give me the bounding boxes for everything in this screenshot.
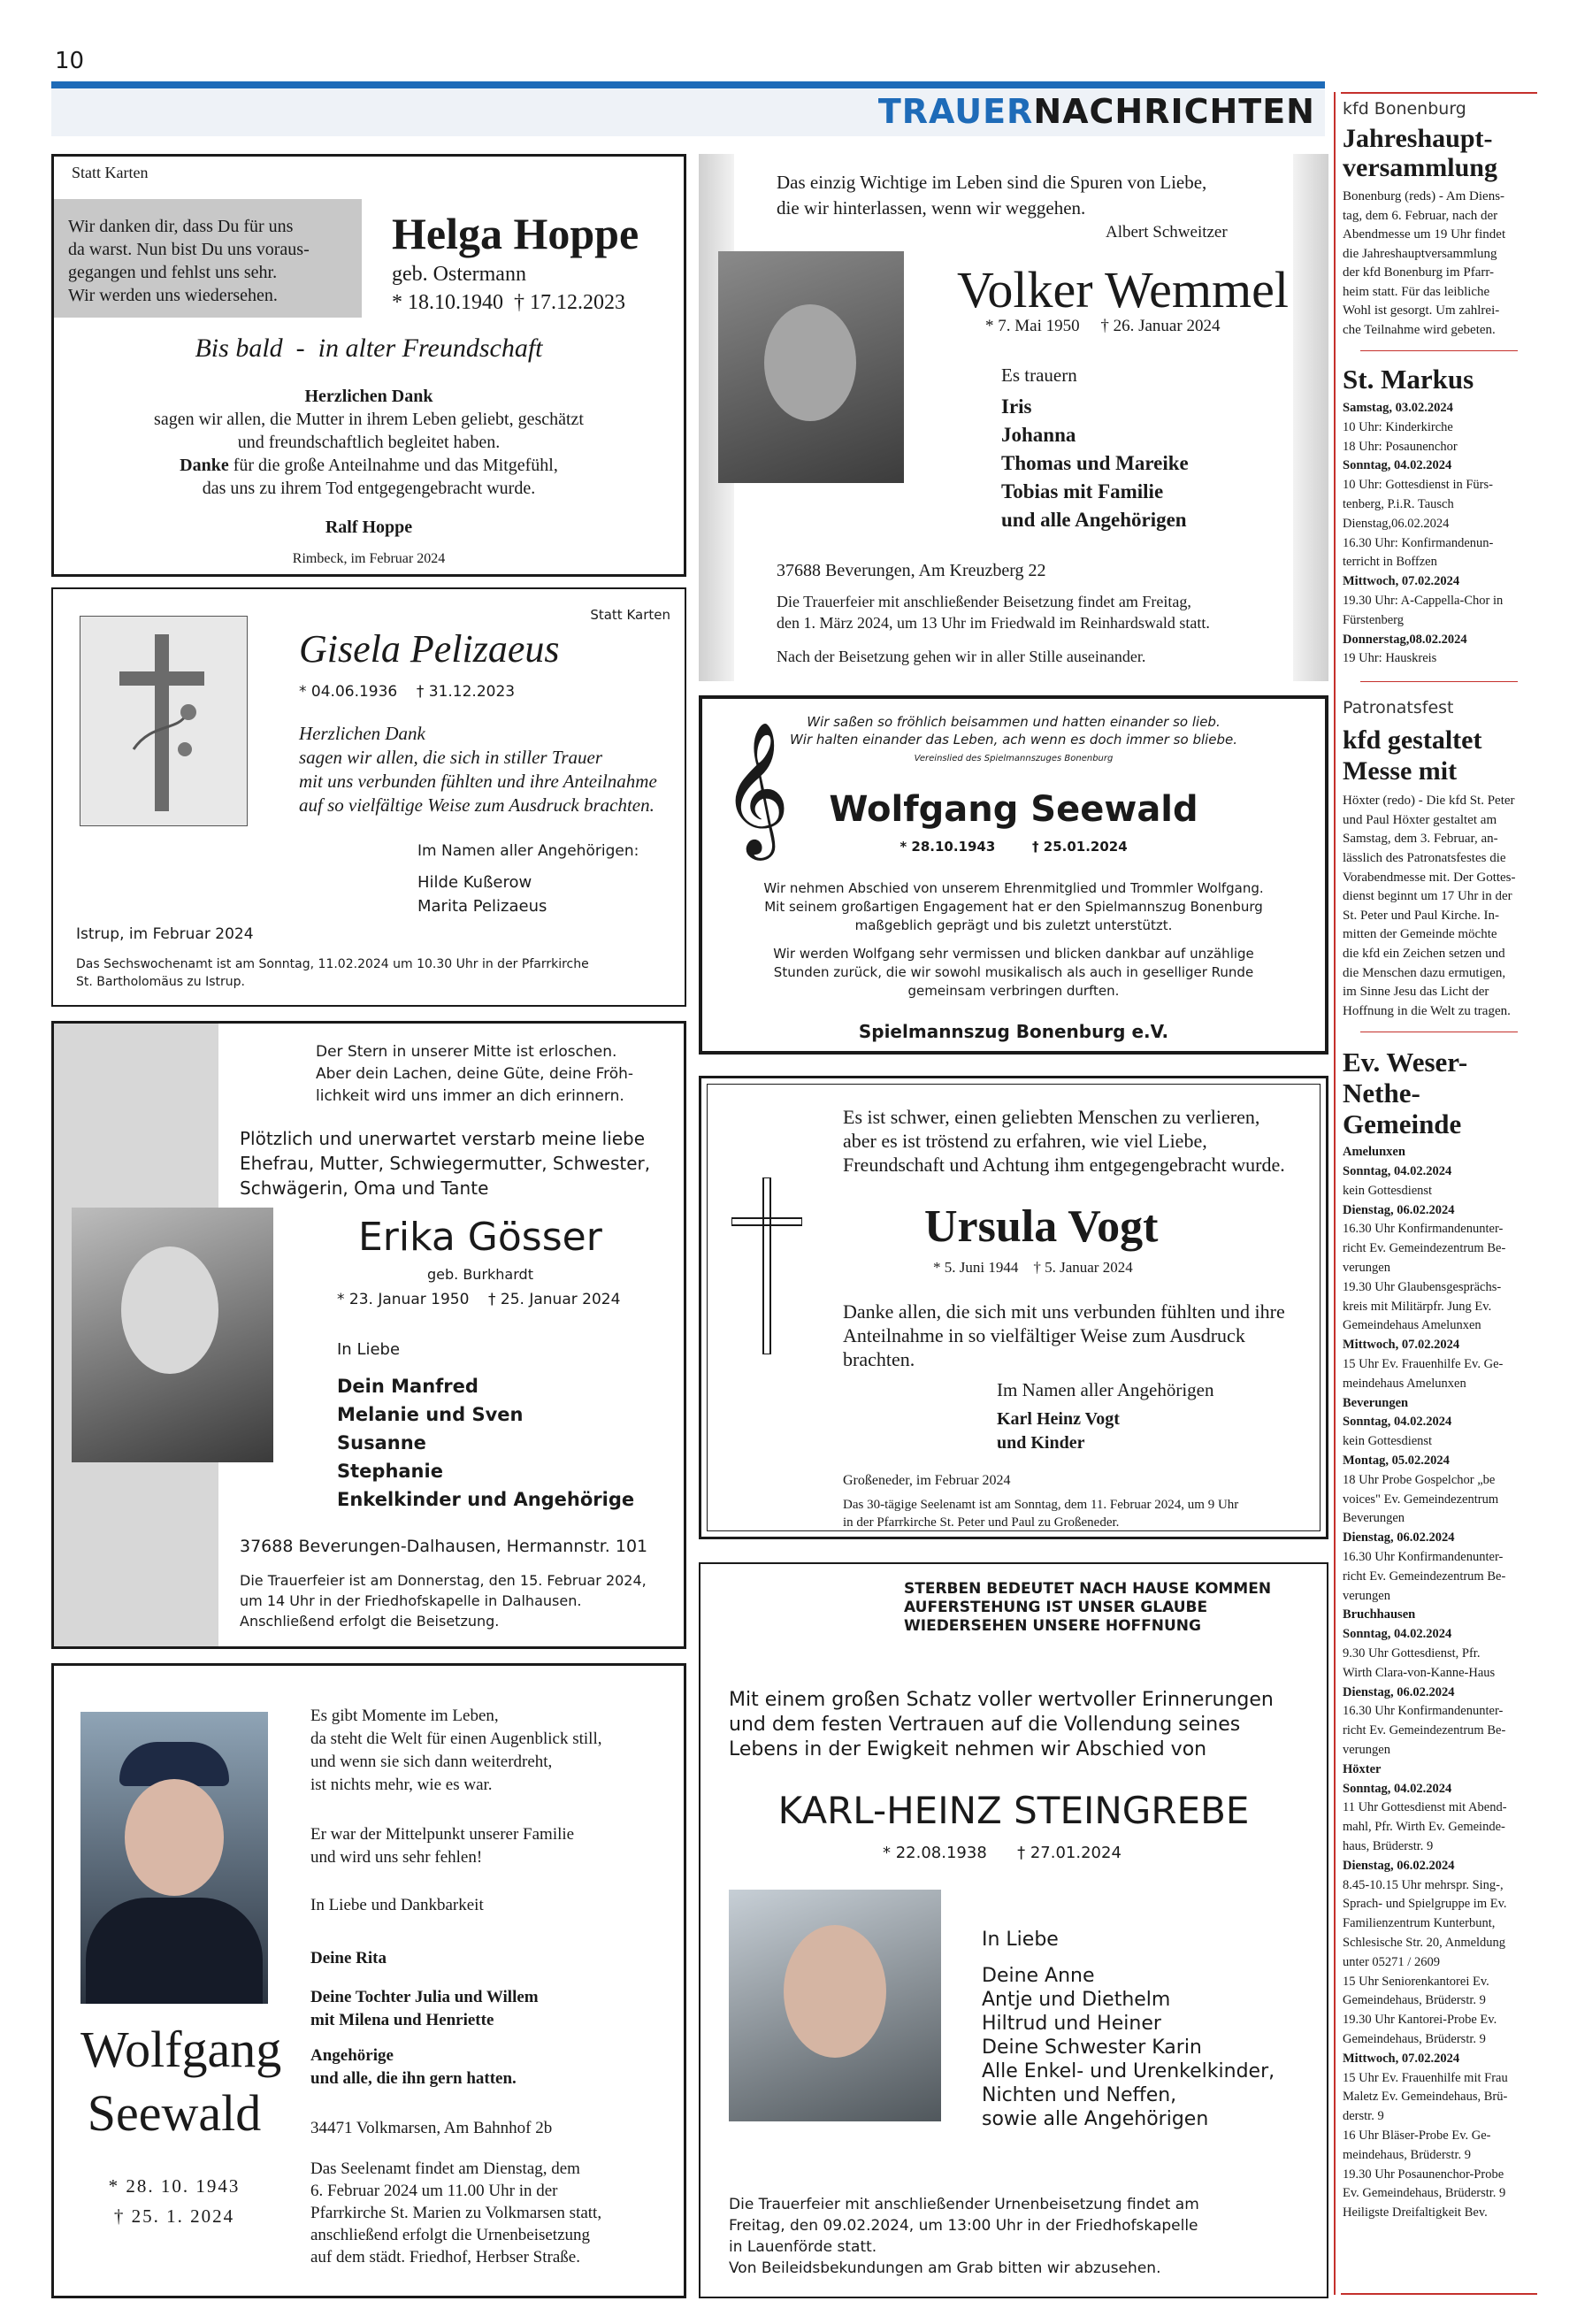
ev-date-heading: Beverungen (1343, 1395, 1409, 1410)
thanks-text: Danke allen, die sich mit uns verbunden fühlten und ihre Anteilnahme in so vielfältiger Weise zum Ausdruck brachten. (843, 1300, 1285, 1370)
sign-label: Im Namen aller Angehörigen: (417, 842, 639, 860)
signer: Spielmannszug Bonenburg e.V. (858, 1021, 1169, 1042)
place-date: Istrup, im Februar 2024 (76, 925, 254, 943)
section-title-b: NACHRICHTEN (1033, 92, 1315, 131)
poem: Es gibt Momente im Leben, da steht die Welt für einen Augenblick still, und wenn sie sich dann weiterdreht, ist nichts mehr, wie es war. (310, 1707, 602, 1794)
kfd-kicker: kfd Bonenburg (1343, 99, 1466, 119)
deceased-name: Wolfgang Seewald (829, 789, 1198, 830)
sidebar (1343, 99, 1535, 2223)
after-note: Nach der Beisetzung gehen wir in aller Stille auseinander. (777, 648, 1146, 665)
mourners: Deine Anne Antje und Diethelm Hiltrud und Heiner Deine Schwester Karin Alle Enkel- und Urenkelkinder, Nichten und Neffen, sowie alle Angehörigen (982, 1965, 1275, 2130)
cross-image (80, 616, 248, 826)
deceased-name: KARL-HEINZ STEINGREBE (777, 1789, 1250, 1832)
sidebar-bottom-rule (1341, 2293, 1537, 2295)
club-quote: Wir saßen so fröhlich beisammen und hatten einander so lieb. Wir halten einander das Leben, ach wenn es doch immer so bliebe. (789, 714, 1238, 748)
mourner-3: Angehörige und alle, die ihn gern hatten. (310, 2046, 517, 2088)
patronatsfest-article-line: Samstag, dem 3. Februar, an- (1343, 832, 1498, 847)
ev-date-heading: Sonntag, 04.02.2024 (1343, 1164, 1452, 1179)
life-dates: * 23. Januar 1950 † 25. Januar 2024 (337, 1291, 621, 1308)
ev-entry: kreis mit Militärpfr. Jung Ev. (1343, 1299, 1492, 1314)
mass-info: Das Seelenamt findet am Dienstag, dem 6. Februar 2024 um 11.00 Uhr in der Pfarrkirche St. Marien zu Volkmarsen statt, anschließend erfolgt die Urnenbeisetzung auf dem städt. Friedhof, Herbser Straße. (310, 2159, 602, 2266)
ev-entry: 15 Uhr Ev. Frauenhilfe mit Frau (1343, 2070, 1508, 2085)
markus-entry: terricht in Boffzen (1343, 555, 1437, 570)
kfd-article-line: heim statt. Für das leibliche (1343, 284, 1490, 299)
name-last: Seewald (87, 2084, 262, 2142)
ev-date-heading: Dienstag, 06.02.2024 (1343, 1202, 1455, 1217)
ev-date-heading: Mittwoch, 07.02.2024 (1343, 1338, 1460, 1353)
birth-name: geb. Ostermann (392, 263, 526, 286)
ev-entry: 19.30 Uhr Kantorei-Probe Ev. (1343, 2013, 1497, 2028)
markus-entry: tenberg, P.i.R. Tausch (1343, 496, 1454, 511)
ev-date-heading: Dienstag, 06.02.2024 (1343, 1684, 1455, 1699)
ev-entry: Maletz Ev. Gemeindehaus, Brü- (1343, 2090, 1508, 2105)
notice-ursula-vogt (699, 1076, 1328, 1539)
ev-entry: richt Ev. Gemeindezentrum Be- (1343, 1723, 1506, 1738)
kfd-article-line: tag, dem 6. Februar, nach der (1343, 208, 1498, 223)
patronatsfest-article-line: lässlich des Patronatsfestes die (1343, 850, 1506, 865)
ev-date-heading: Dienstag, 06.02.2024 (1343, 1858, 1455, 1873)
life-dates: * 22.08.1938 † 27.01.2024 (883, 1844, 1122, 1862)
quote-author: Albert Schweitzer (1106, 223, 1228, 242)
ev-entry: verungen (1343, 1261, 1390, 1276)
notice-wolfgang-seewald-club (699, 695, 1328, 1055)
ev-entry: 19.30 Uhr Glaubensgesprächs- (1343, 1279, 1502, 1294)
notice-erika-goesser (51, 1021, 686, 1649)
ev-entry: Gemeindehaus, Brüderstr. 9 (1343, 1993, 1486, 2008)
header-rule (51, 81, 1325, 88)
ev-entry: 16.30 Uhr Konfirmandenunter- (1343, 1550, 1504, 1565)
ev-entry: Heiligste Dreifaltigkeit Bev. (1343, 2205, 1488, 2220)
farewell-text: Wir nehmen Abschied von unserem Ehrenmitglied und Trommler Wolfgang. Mit seinem großartigen Engagement hat er den Spielmannszug Bonenburg maßgeblich geprägt und bis zuletzt unterstützt. (763, 880, 1264, 933)
markus-entry: 19.30 Uhr: A-Cappella-Chor in (1343, 593, 1504, 608)
portrait-photo (729, 1890, 941, 2121)
markus-title: St. Markus (1343, 364, 1474, 395)
deceased-name: Gisela Pelizaeus (299, 627, 560, 671)
life-dates: * 18.10.1940 † 17.12.2023 (392, 291, 625, 314)
kfd-article-line: Wohl ist gesorgt. Um zahlrei- (1343, 303, 1500, 318)
mourner-1: Deine Rita (310, 1949, 387, 1967)
poem-2: Er war der Mittelpunkt unserer Familie und wird uns sehr fehlen! (310, 1825, 575, 1867)
patronatsfest-title: kfd gestaltet Messe mit (1343, 725, 1482, 786)
mourn-label: In Liebe (982, 1929, 1059, 1951)
sidebar-top-rule (1341, 92, 1537, 94)
thanks-text: Herzlichen Dank sagen wir allen, die sich in stiller Trauer mit uns verbunden fühlten und ihre Anteilnahme auf so vielfältige Weise zum Ausdruck brachten. (299, 723, 657, 816)
ev-date-heading: Amelunxen (1343, 1145, 1405, 1160)
portrait-photo (80, 1712, 268, 2004)
died-date: † 25. 1. 2024 (113, 2205, 235, 2227)
patronatsfest-article-line: Hoffnung in die Welt zu tragen. (1343, 1003, 1511, 1018)
ev-entry: Ev. Gemeindehaus, Brüderstr. 9 (1343, 2186, 1506, 2201)
place-date: Rimbeck, im Februar 2024 (292, 551, 446, 566)
sign-label: Im Namen aller Angehörigen (997, 1379, 1214, 1400)
ev-date-heading: Sonntag, 04.02.2024 (1343, 1781, 1452, 1796)
ev-entry: richt Ev. Gemeindezentrum Be- (1343, 1569, 1506, 1584)
notice-helga-hoppe (51, 154, 686, 577)
patronatsfest-article-line: mitten der Gemeinde möchte (1343, 927, 1497, 942)
mass-info: Das 30-tägige Seelenamt ist am Sonntag, dem 11. Februar 2024, um 9 Uhr in der Pfarrkirche St. Peter und Paul zu Großeneder. (843, 1498, 1239, 1530)
life-dates: * 5. Juni 1944 † 5. Januar 2024 (933, 1259, 1133, 1276)
intro: Mit einem großen Schatz voller wertvoller Erinnerungen und dem festen Vertrauen auf die Vollendung seines Lebens in der Ewigkeit nehmen wir Abschied von (729, 1689, 1274, 1760)
quote: Es ist schwer, einen geliebten Menschen zu verlieren, aber es ist tröstend zu erfahren, wie viel Liebe, Freundschaft und Achtung ihm entgegengebracht wurde. (843, 1106, 1285, 1176)
memory-text: Wir werden Wolfgang sehr vermissen und blicken dankbar auf unzählige Stunden zurück, die wir sowohl musikalisch als auch in geselliger Runde gemeinsam verbringen durften. (773, 946, 1254, 999)
ev-entry: 18 Uhr Probe Gospelchor „be (1343, 1472, 1496, 1487)
thanks-text: Herzlichen Dank sagen wir allen, die Mutter in ihrem Leben geliebt, geschätzt und freundschaftlich begleitet haben. Danke für die große Anteilnahme und das Mitgefühl, das uns zu ihrem Tod entgegengebracht wurde. (154, 387, 584, 498)
address: 34471 Volkmarsen, Am Bahnhof 2b (310, 2119, 553, 2137)
ev-entry: derstr. 9 (1343, 2109, 1384, 2124)
funeral-info: Die Trauerfeier mit anschließender Beisetzung findet am Freitag, den 1. März 2024, um 13 Uhr im Friedwald im Reinhardswald statt. (777, 593, 1210, 632)
markus-date-heading: Donnerstag,08.02.2024 (1343, 632, 1467, 647)
notice-gisela-pelizaeus (51, 587, 686, 1007)
markus-entry: 10 Uhr: Kinderkirche (1343, 419, 1453, 434)
name-first: Wolfgang (80, 2021, 282, 2078)
ev-entry: Sprach- und Spielgruppe im Ev. (1343, 1897, 1507, 1912)
patronatsfest-article (1343, 792, 1535, 1021)
section-title (878, 92, 1315, 131)
markus-date-heading: Mittwoch, 07.02.2024 (1343, 574, 1460, 589)
kfd-article-line: die Jahreshauptversammlung (1343, 246, 1497, 261)
ev-title: Ev. Weser- Nethe- Gemeinde (1343, 1047, 1468, 1140)
ev-entry: 16 Uhr Bläser-Probe Ev. Ge- (1343, 2128, 1491, 2143)
deceased-name: Erika Gösser (358, 1215, 602, 1260)
patronatsfest-article-line: dienst beginnt um 17 Uhr in der (1343, 889, 1512, 904)
ev-entry: 9.30 Uhr Gottesdienst, Pfr. (1343, 1646, 1481, 1661)
markus-entry: Fürstenberg (1343, 612, 1405, 627)
markus-schedule (1343, 399, 1535, 669)
kfd-article-line: che Teilnahme wird gebeten. (1343, 322, 1496, 337)
ev-date-heading: Sonntag, 04.02.2024 (1343, 1627, 1452, 1642)
patronatsfest-kicker: Patronatsfest (1343, 698, 1454, 718)
motto: Bis bald - in alter Freundschaft (195, 334, 543, 363)
ev-schedule (1343, 1143, 1535, 2223)
ev-entry: meindehaus, Brüderstr. 9 (1343, 2147, 1471, 2162)
ev-entry: 16.30 Uhr Konfirmandenunter- (1343, 1704, 1504, 1719)
patronatsfest-article-line: Höxter (redo) - Die kfd St. Peter (1343, 794, 1515, 809)
signer: Ralf Hoppe (325, 518, 413, 537)
ev-entry: Gemeindehaus Amelunxen (1343, 1318, 1481, 1333)
ev-entry: kein Gottesdienst (1343, 1183, 1433, 1198)
ev-entry: verungen (1343, 1588, 1390, 1603)
shirt (86, 1898, 263, 2004)
kfd-title: Jahreshaupt- versammlung (1343, 124, 1497, 182)
portrait-face (764, 304, 856, 421)
patronatsfest-article-line: die kfd ein Zeichen setzen und (1343, 946, 1505, 961)
patronatsfest-article-line: die Menschen dazu ermutigen, (1343, 965, 1506, 980)
mourn-label: In Liebe (337, 1340, 401, 1359)
markus-entry: 18 Uhr: Posaunenchor (1343, 439, 1458, 454)
ev-entry: 15 Uhr Ev. Frauenhilfe Ev. Ge- (1343, 1357, 1504, 1372)
ev-entry: Wirth Clara-von-Kanne-Haus (1343, 1665, 1496, 1680)
ev-date-heading: Sonntag, 04.02.2024 (1343, 1415, 1452, 1430)
mourn-label: In Liebe und Dankbarkeit (310, 1896, 484, 1914)
kfd-article-line: der kfd Bonenburg im Pfarr- (1343, 265, 1495, 280)
place-date: Großeneder, im Februar 2024 (843, 1473, 1011, 1488)
notice-wolfgang-seewald-family (51, 1663, 686, 2298)
ev-entry: 16.30 Uhr Konfirmandenunter- (1343, 1222, 1504, 1237)
ev-entry: Familienzentrum Kunterbunt, (1343, 1916, 1496, 1931)
portrait-photo (718, 251, 904, 483)
ev-entry: 11 Uhr Gottesdienst mit Abend- (1343, 1800, 1507, 1815)
ev-entry: unter 05271 / 2609 (1343, 1954, 1440, 1969)
cross-roses-icon (80, 617, 247, 825)
notice-volker-wemmel (699, 154, 1328, 681)
divider (1360, 681, 1518, 682)
patronatsfest-article-line: Vorabendmesse mit. Der Gottes- (1343, 870, 1516, 885)
markus-date-heading: Samstag, 03.02.2024 (1343, 401, 1453, 415)
life-dates: * 04.06.1936 † 31.12.2023 (299, 683, 516, 701)
ev-entry: voices" Ev. Gemeindezentrum (1343, 1492, 1499, 1507)
ev-date-heading: Montag, 05.02.2024 (1343, 1453, 1450, 1469)
kfd-article-line: Abendmesse um 19 Uhr findet (1343, 227, 1506, 242)
funeral-info: Die Trauerfeier mit anschließender Urnenbeisetzung findet am Freitag, den 09.02.2024, um 13:00 Uhr in der Friedhofskapelle in Lauenförde statt. Von Beileidsbekundungen am Grab bitten wir abzusehen. (729, 2196, 1199, 2277)
markus-date-heading: Sonntag, 04.02.2024 (1343, 458, 1452, 473)
ev-entry: Schlesische Str. 20, Anmeldung (1343, 1935, 1506, 1950)
signers: Karl Heinz Vogt und Kinder (997, 1409, 1120, 1453)
ev-date-heading: Mittwoch, 07.02.2024 (1343, 2051, 1460, 2066)
portrait-face (121, 1246, 218, 1374)
ev-entry: 19.30 Uhr Posaunenchor-Probe (1343, 2167, 1504, 2182)
cross-icon (731, 1177, 802, 1354)
signers: Hilde Kußerow Marita Pelizaeus (417, 873, 547, 916)
notice-karl-heinz-steingrebe (699, 1562, 1328, 2298)
quote-source: Vereinslied des Spielmannszuges Bonenburg (914, 754, 1114, 763)
statt-karten-label: Statt Karten (72, 164, 149, 181)
markus-entry: Dienstag,06.02.2024 (1343, 516, 1450, 531)
mourners: Dein Manfred Melanie und Sven Susanne Stephanie Enkelkinder und Angehörige (337, 1376, 635, 1510)
mourners: Iris Johanna Thomas und Mareike Tobias mit Familie und alle Angehörigen (1001, 395, 1189, 531)
markus-entry: 19 Uhr: Hauskreis (1343, 651, 1437, 666)
ev-entry: Gemeindehaus, Brüderstr. 9 (1343, 2031, 1486, 2046)
section-title-a: TRAUER (877, 92, 1034, 131)
quote: Das einzig Wichtige im Leben sind die Spuren von Liebe, die wir hinterlassen, wenn wir weggehen. (777, 172, 1207, 219)
ev-entry: 8.45-10.15 Uhr mehrspr. Sing-, (1343, 1877, 1504, 1892)
ev-entry: richt Ev. Gemeindezentrum Be- (1343, 1241, 1506, 1256)
motto: STERBEN BEDEUTET NACH HAUSE KOMMEN AUFERSTEHUNG IST UNSER GLAUBE WIEDERSEHEN UNSERE HOFFNUNG (904, 1580, 1272, 1635)
deceased-name: Volker Wemmel (957, 261, 1289, 318)
deceased-name: Helga Hoppe (392, 209, 639, 258)
poem: Wir danken dir, dass Du für uns da warst. Nun bist Du uns voraus- gegangen und fehlst uns sehr. Wir werden uns wiedersehen. (68, 217, 310, 305)
patronatsfest-article-line: St. Peter und Paul Kirche. In- (1343, 908, 1500, 923)
ev-entry: Beverungen (1343, 1511, 1405, 1526)
portrait-face (125, 1779, 224, 1896)
ev-entry: 15 Uhr Seniorenkantorei Ev. (1343, 1974, 1489, 1989)
statt-karten-label: Statt Karten (590, 607, 670, 623)
quote: Der Stern in unserer Mitte ist erloschen. Aber dein Lachen, deine Güte, deine Fröh- lichkeit wird uns immer an dich erinnern. (316, 1043, 634, 1105)
mourner-2: Deine Tochter Julia und Willem mit Milena und Henriette (310, 1988, 539, 2029)
portrait-face (784, 1925, 886, 2058)
address: 37688 Beverungen, Am Kreuzberg 22 (777, 561, 1046, 580)
ev-entry: meindehaus Amelunxen (1343, 1376, 1466, 1391)
address: 37688 Beverungen-Dalhausen, Hermannstr. 101 (240, 1537, 648, 1556)
ev-entry: haus, Brüderstr. 9 (1343, 1838, 1434, 1853)
birth-name: geb. Burkhardt (427, 1266, 533, 1283)
ev-date-heading: Dienstag, 06.02.2024 (1343, 1530, 1455, 1545)
divider (1360, 350, 1518, 351)
treble-clef-icon: 𝄞 (722, 720, 790, 855)
deceased-name: Ursula Vogt (924, 1201, 1159, 1252)
life-dates: * 28.10.1943 † 25.01.2024 (900, 839, 1128, 855)
ev-date-heading: Bruchhausen (1343, 1607, 1416, 1622)
funeral-info: Die Trauerfeier ist am Donnerstag, den 15. Februar 2024, um 14 Uhr in der Friedhofskapelle in Dalhausen. Anschließend erfolgt die Beisetzung. (240, 1572, 647, 1630)
ev-date-heading: Höxter (1343, 1761, 1382, 1776)
sidebar-divider (1334, 92, 1336, 2295)
right-shade (1293, 154, 1328, 681)
markus-entry: 10 Uhr: Gottesdienst in Fürs- (1343, 478, 1493, 493)
born-date: * 28. 10. 1943 (108, 2175, 241, 2197)
mourn-label: Es trauern (1001, 364, 1077, 386)
kfd-article-line: Bonenburg (reds) - Am Diens- (1343, 189, 1505, 203)
patronatsfest-article-line: im Sinne Jesu das Licht der (1343, 985, 1489, 1000)
ev-entry: kein Gottesdienst (1343, 1434, 1433, 1449)
mass-info: Das Sechswochenamt ist am Sonntag, 11.02.2024 um 10.30 Uhr in der Pfarrkirche St. Bartholomäus zu Istrup. (76, 957, 589, 989)
intro: Plötzlich und unerwartet verstarb meine liebe Ehefrau, Mutter, Schwiegermutter, Schwester, Schwägerin, Oma und Tante (240, 1128, 651, 1199)
life-dates: * 7. Mai 1950 † 26. Januar 2024 (985, 317, 1221, 335)
kfd-article (1343, 188, 1535, 340)
ev-entry: mahl, Pfr. Wirth Ev. Gemeinde- (1343, 1820, 1505, 1835)
portrait-photo (72, 1208, 273, 1462)
markus-entry: 16.30 Uhr: Konfirmandenun- (1343, 535, 1494, 550)
page-number: 10 (55, 48, 85, 74)
patronatsfest-article-line: und Paul Höxter gestaltet am (1343, 812, 1497, 827)
ev-entry: verungen (1343, 1742, 1390, 1757)
